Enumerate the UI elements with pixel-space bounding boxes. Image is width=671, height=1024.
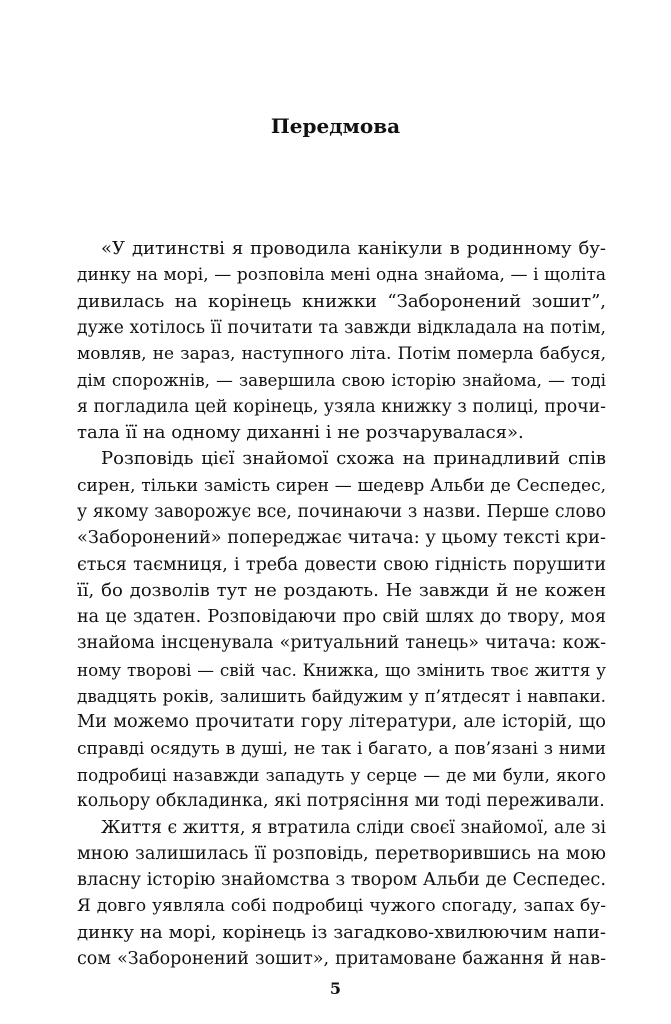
text-line: дім спорожнів, — завершила свою історію знайома, — тоді	[77, 370, 606, 391]
text-line: ному творові — свій час. Книжка, що змінить твоє життя у	[77, 659, 606, 680]
text-line: я погладила цей корінець, узяла книжку з полиці, прочи-	[77, 396, 606, 417]
page-number: 5	[329, 979, 342, 998]
text-line: сом «Заборонений зошит», притамоване бажання й нав-	[77, 949, 606, 970]
text-line: сирен, тільки замість сирен — шедевр Альби де Сеспедес,	[77, 475, 606, 496]
text-line: «У дитинстві я проводила канікули в родинному бу-	[101, 238, 606, 259]
text-line: справді осядуть в душі, не так і багато, а пов’язані з ними	[77, 738, 606, 759]
text-line: динку на морі, — розповіла мені одна знайома, — і щоліта	[77, 265, 606, 286]
text-line: знайома інсценувала «ритуальний танець» читача: кож-	[77, 633, 606, 654]
text-line: її, бо дозволів тут не роздають. Не завжди й не кожен	[77, 579, 606, 601]
body-text	[77, 236, 606, 972]
text-line: мною залишилась її розповідь, перетворившись на мою	[77, 843, 606, 864]
text-line: «Заборонений» попереджає читача: у цьому тексті кри-	[77, 528, 606, 549]
text-line: динку на морі, корінець із загадково-хвилюючим напи-	[77, 921, 606, 943]
text-line: тала її на одному диханні і не розчарувалася».	[77, 422, 524, 444]
text-line: на це здатен. Розповідаючи про свій шлях до твору, моя	[77, 607, 606, 628]
text-line: двадцять років, залишить байдужим у п’ятдесят і навпаки.	[77, 686, 606, 707]
text-line: дуже хотілось її почитати та завжди відкладала на потім,	[77, 317, 606, 338]
text-line: власну історію знайомства з твором Альби де Сеспедес.	[77, 870, 606, 891]
text-line: кольору обкладинка, які потрясіння ми тоді переживали.	[77, 791, 605, 812]
text-line: Я довго уявляла собі подробиці чужого спогаду, запах бу-	[77, 896, 606, 917]
text-line: подробиці назавжди западуть у серце — де ми були, якого	[77, 764, 606, 785]
text-line: Життя є життя, я втратила сліди своєї знайомої, але зі	[101, 817, 606, 838]
text-line: ється таємниця, і треба довести свою гідність порушити	[77, 554, 606, 575]
text-line: мовляв, не зараз, наступного літа. Потім померла бабуся,	[77, 344, 606, 365]
page-title: Передмова	[270, 114, 401, 138]
text-line: у якому заворожує все, починаючи з назви. Перше слово	[77, 501, 606, 522]
text-line: дивилась на корінець книжки “Заборонений зошит”,	[77, 290, 606, 312]
text-line: Розповідь цієї знайомої схожа на принадливий спів	[101, 448, 606, 470]
text-line: Ми можемо прочитати гору літератури, але історій, що	[77, 712, 606, 733]
